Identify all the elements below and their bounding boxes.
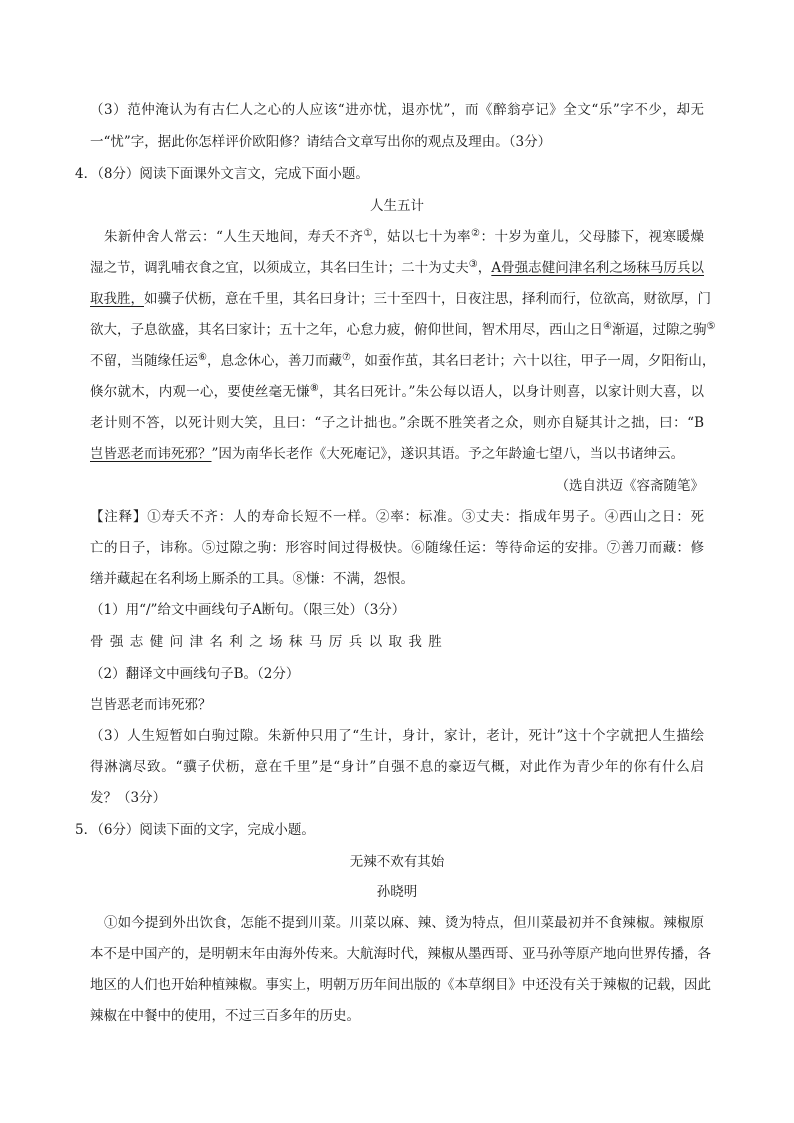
q5-header: 5．（6分）阅读下面的文字，完成小题。 xyxy=(75,822,315,838)
q4-para-line3: 取我胜，如骥子伏枥，意在千里，其名曰身计；三十至四十，日夜注思，择利而行，位欲高，财欲厚，门 xyxy=(90,291,711,307)
underlined-sentence-a-end: 取我胜， xyxy=(90,291,144,307)
q4-para-line6: 倏尔就木，内观一心，要使丝毫无慊⑧，其名曰死计。”朱公每以语人，以身计则喜，以家计则大喜，以 xyxy=(90,383,705,400)
q3-prev-line1: （3）范仲淹认为有古仁人之心的人应该“进亦忧，退亦忧”，而《醉翁亭记》全文“乐”字不少，却无 xyxy=(90,102,704,118)
q4-notes-line2: 亡的日子，讳称。⑤过隙之驹：形容时间过得极快。⑥随缘任运：等待命运的安排。⑦善刀而藏：修 xyxy=(90,540,704,556)
q4-sub3-line2: 得淋漓尽致。“骥子伏枥，意在千里”是“身计”自强不息的豪迈气概，对此作为青少年的你有什么启 xyxy=(90,759,704,775)
q4-title: 人生五计 xyxy=(370,198,424,214)
underlined-sentence-b: 岂皆恶老而讳死邪？ xyxy=(90,446,212,462)
q3-prev-line2: 一“忧”字，据此你怎样评价欧阳修？请结合文章写出你的观点及理由。（3分） xyxy=(90,134,552,150)
q5-para-line3: 地区的人们也开始种植辣椒。事实上，明朝万历年间出版的《本草纲目》中还没有关于辣椒的记载，因此 xyxy=(90,977,711,993)
q4-para-line2: 湿之节，调乳哺衣食之宜，以须成立，其名曰生计；二十为丈夫③，A骨强志健问津名利之场秣马厉兵以 xyxy=(90,259,705,276)
q5-para-line2: 本不是中国产的，是明朝末年由海外传来。大航海时代，辣椒从墨西哥、亚马孙等原产地向世界传播，各 xyxy=(90,946,711,962)
q4-para-line7: 老计则不答，以死计则大笑，且曰：“子之计拙也。”余既不胜笑者之众，则亦自疑其计之拙，曰：“B xyxy=(90,415,704,431)
q5-para-line4: 辣椒在中餐中的使用，不过三百多年的历史。 xyxy=(90,1008,360,1024)
q4-source: （选自洪迈《容斋随笔》 xyxy=(555,478,704,494)
q4-notes-line1: 【注释】①寿夭不齐：人的寿命长短不一样。②率：标准。③丈夫：指成年男子。④西山之日：死 xyxy=(90,509,704,525)
q5-para-line1: ①如今提到外出饮食，怎能不提到川菜。川菜以麻、辣、烫为特点，但川菜最初并不食辣椒。辣椒原 xyxy=(104,915,704,931)
q4-sub1-text: 骨强志健问津名利之场秣马厉兵以取我胜 xyxy=(90,634,449,650)
q4-sub3-line3: 发？（3分） xyxy=(90,790,167,806)
q4-para-line5: 不留，当随缘任运⑥，息念休心，善刀而藏⑦，如蚕作茧，其名曰老计；六十以往，甲子一周，夕阳衔山， xyxy=(90,352,716,369)
q4-para-line8: 岂皆恶老而讳死邪？”因为南华长老作《大死庵记》，遂识其语。予之年龄逾七望八，当以书诸绅云。 xyxy=(90,446,685,462)
underlined-sentence-a: A骨强志健问津名利之场秣马厉兵以 xyxy=(491,260,705,276)
q4-sub2: （2）翻译文中画线句子B。（2分） xyxy=(90,666,300,682)
q4-para-line4: 欲大，子息欲盛，其名曰家计；五十之年，心怠力疲，俯仰世间，智术用尽，西山之日④渐逼，过隙之驹⑤ xyxy=(90,321,716,338)
q4-sub3-line1: （3）人生短暂如白驹过隙。朱新仲只用了“生计，身计，家计，老计，死计”这十个字就把人生描绘 xyxy=(90,728,704,744)
q4-para-line1: 朱新仲舍人常云：“人生天地间，寿夭不齐①，姑以七十为率②：十岁为童儿，父母膝下，视寒暖燥 xyxy=(104,228,705,245)
q5-author: 孙晓明 xyxy=(376,884,418,900)
q5-title: 无辣不欢有其始 xyxy=(349,854,445,870)
q4-sub2-text: 岂皆恶老而讳死邪？ xyxy=(90,697,212,713)
q4-notes-line3: 缮并藏起在名利场上厮杀的工具。⑧慊：不满，怨恨。 xyxy=(90,571,414,587)
q4-header: 4．（8分）阅读下面课外文言文，完成下面小题。 xyxy=(75,166,369,182)
q4-sub1: （1）用“/”给文中画线句子A断句。（限三处）（3分） xyxy=(90,602,406,618)
